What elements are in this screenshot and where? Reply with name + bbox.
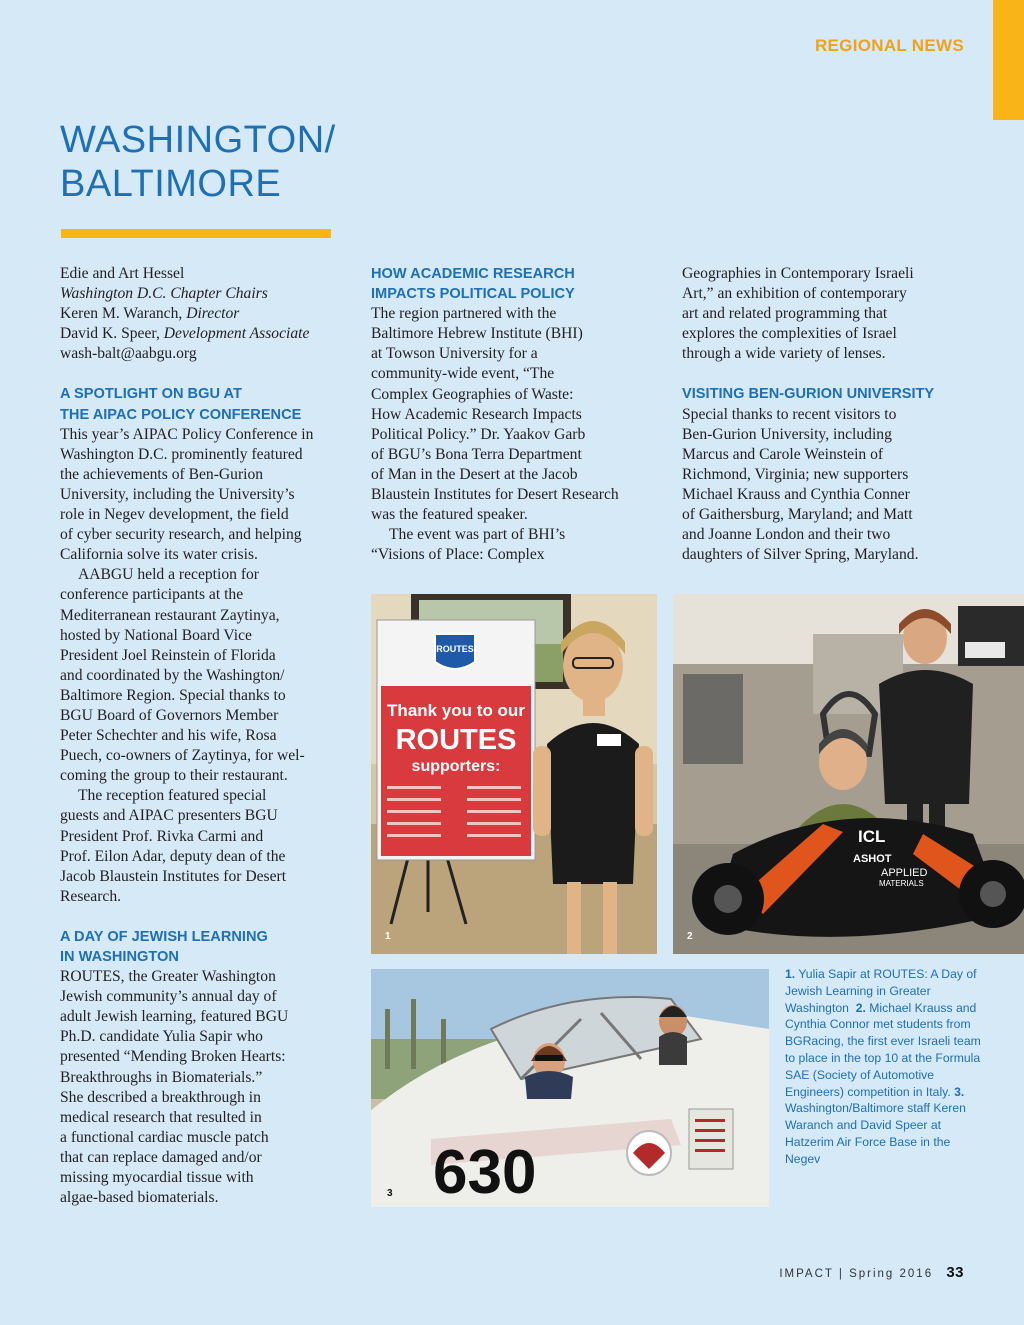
car-sponsor-materials: MATERIALS	[879, 879, 924, 888]
associate-line	[60, 324, 355, 344]
text-line: “Visions of Place: Complex	[371, 546, 545, 564]
text-line: The event was part of BHI’s	[389, 526, 566, 544]
director-role: Director	[186, 305, 240, 323]
text-line: AABGU held a reception for	[78, 566, 260, 584]
text-line: Jewish community’s annual day of	[60, 988, 277, 1006]
director-name: Keren M. Waranch,	[60, 305, 183, 323]
sign-logo-text: ROUTES	[436, 644, 474, 654]
text-line: Ben-Gurion University, including	[682, 425, 892, 443]
text-line: presented “Mending Broken Hearts:	[60, 1048, 286, 1066]
text-line: coming the group to their restaurant.	[60, 767, 288, 785]
caption-number: 2.	[855, 1000, 866, 1015]
heading-line: THE AIPAC POLICY CONFERENCE	[60, 406, 302, 423]
text-line: University, including the University’s	[60, 485, 295, 503]
photo-number: 2	[687, 931, 693, 942]
chapter-chairs-names: Edie and Art Hessel	[60, 265, 185, 282]
photo-caption	[785, 966, 985, 1168]
text-line: Jacob Blaustein Institutes for Desert	[60, 867, 287, 885]
contact-email[interactable]: wash-balt@aabgu.org	[60, 345, 197, 363]
publication-name: IMPACT | Spring 2016	[779, 1268, 934, 1280]
text-line: Peter Schechter and his wife, Rosa	[60, 727, 277, 745]
car-sponsor-icl: ICL	[858, 827, 886, 846]
text-line: at Towson University for a	[371, 345, 538, 363]
title-line: WASHINGTON/	[60, 119, 336, 161]
paragraph	[60, 565, 355, 786]
heading-line: A SPOTLIGHT ON BGU AT	[60, 386, 242, 403]
paragraph	[682, 405, 982, 566]
section-heading-routes	[60, 927, 355, 967]
text-line: of Gaithersburg, Maryland; and Matt	[682, 506, 913, 524]
text-line: art and related programming that	[682, 305, 888, 323]
photo-plane-illustration	[371, 969, 769, 1207]
text-line: medical research that resulted in	[60, 1108, 262, 1126]
caption-number: 1.	[785, 967, 796, 981]
text-line: How Academic Research Impacts	[371, 405, 582, 423]
accent-tab	[993, 0, 1024, 120]
text-line: Blaustein Institutes for Desert Research	[371, 486, 619, 504]
heading-line: HOW ACADEMIC RESEARCH	[371, 266, 575, 282]
associate-role: Development Associate	[163, 325, 310, 343]
photo-race-car	[673, 594, 1024, 954]
text-line: The reception featured special	[78, 787, 267, 805]
text-line: Geographies in Contemporary Israeli	[682, 265, 914, 282]
text-line: community-wide event, “The	[371, 365, 555, 383]
text-line: Complex Geographies of Waste:	[371, 385, 574, 403]
heading-line: IMPACTS POLITICAL POLICY	[371, 286, 575, 303]
column-2	[371, 264, 666, 565]
text-line: California solve its water crisis.	[60, 546, 258, 564]
text-line: the achievements of Ben-Gurion	[60, 465, 264, 483]
text-line: missing myocardial tissue with	[60, 1169, 254, 1187]
text-line: Marcus and Carole Weinstein of	[682, 445, 884, 463]
text-line: of cyber security research, and helping	[60, 526, 302, 544]
text-line: Research.	[60, 887, 122, 905]
photo-routes-illustration	[371, 594, 657, 954]
text-line: President Prof. Rivka Carmi and	[60, 827, 264, 845]
text-line: Political Policy.” Dr. Yaakov Garb	[371, 425, 586, 443]
text-line: Ph.D. candidate Yulia Sapir who	[60, 1028, 263, 1046]
text-line: The region partnered with the	[371, 305, 557, 323]
sign-line-1: Thank you to our	[387, 701, 525, 720]
photo-routes-sign	[371, 594, 657, 954]
text-line: Michael Krauss and Cynthia Conner	[682, 485, 910, 503]
car-sponsor-applied: APPLIED	[881, 867, 928, 879]
text-line: Baltimore Hebrew Institute (BHI)	[371, 325, 583, 343]
photo-race-car-illustration	[673, 594, 1024, 954]
caption-number: 3.	[954, 1084, 965, 1099]
text-line: Art,” an exhibition of contemporary	[682, 285, 907, 303]
chapter-chairs-title: Washington D.C. Chapter Chairs	[60, 285, 268, 303]
text-line: explores the complexities of Israel	[682, 325, 897, 343]
text-line: BGU Board of Governors Member	[60, 706, 279, 724]
section-heading-visiting	[682, 384, 982, 404]
text-line: Prof. Eilon Adar, deputy dean of the	[60, 847, 286, 865]
text-line: ROUTES, the Greater Washington	[60, 968, 276, 986]
text-line: Puech, co-owners of Zaytinya, for wel-	[60, 747, 305, 765]
section-label: REGIONAL NEWS	[814, 36, 964, 55]
page-title	[60, 118, 336, 206]
column-1	[60, 264, 355, 1208]
car-sponsor-ashot: ASHOT	[853, 853, 892, 865]
text-line: role in Negev development, the field	[60, 506, 289, 524]
text-line: Breakthroughs in Biomaterials.”	[60, 1068, 263, 1086]
paragraph	[371, 304, 666, 525]
text-line: conference participants at the	[60, 586, 244, 604]
text-line: of BGU’s Bona Terra Department	[371, 445, 582, 463]
text-line: through a wide variety of lenses.	[682, 345, 886, 363]
text-line: and coordinated by the Washington/	[60, 666, 285, 684]
sign-line-3: supporters:	[411, 758, 501, 775]
heading-line: IN WASHINGTON	[60, 949, 179, 965]
page-number: 33	[946, 1264, 964, 1281]
section-heading-aipac	[60, 384, 355, 424]
text-line: This year’s AIPAC Policy Conference in	[60, 425, 314, 443]
caption-text-2: Michael Krauss and Cynthia Connor met students from BGRacing, the first ever Israeli team to place in the top 10 at the Formula SAE (Society of Automotive Engineers) competition in Italy.	[785, 1000, 981, 1099]
sign-line-2: ROUTES	[395, 724, 517, 756]
caption-text-3: Washington/Baltimore staff Keren Waranch and David Speer at Hatzerim Air Force Base in the Negev	[785, 1101, 966, 1166]
text-line: daughters of Silver Spring, Maryland.	[682, 546, 919, 564]
associate-name: David K. Speer,	[60, 325, 160, 343]
text-line: Mediterranean restaurant Zaytinya,	[60, 606, 280, 624]
section-heading-policy	[371, 264, 666, 304]
text-line: and Joanne London and their two	[682, 526, 891, 544]
page-footer	[779, 1264, 964, 1281]
heading-line: A DAY OF JEWISH LEARNING	[60, 928, 268, 945]
text-line: a functional cardiac muscle patch	[60, 1128, 269, 1146]
text-line: of Man in the Desert at the Jacob	[371, 465, 578, 483]
text-line: President Joel Reinstein of Florida	[60, 646, 276, 664]
contact-block	[60, 264, 355, 364]
photo-number: 3	[387, 1188, 393, 1199]
column-3	[682, 264, 982, 565]
text-line: was the featured speaker.	[371, 506, 528, 524]
text-line: guests and AIPAC presenters BGU	[60, 807, 278, 825]
text-line: algae-based biomaterials.	[60, 1189, 219, 1207]
photo-plane	[371, 969, 769, 1207]
paragraph	[371, 525, 666, 565]
text-line: Special thanks to recent visitors to	[682, 405, 897, 423]
title-line: BALTIMORE	[60, 163, 282, 205]
paragraph	[682, 264, 982, 364]
text-line: Richmond, Virginia; new supporters	[682, 465, 909, 483]
text-line: hosted by National Board Vice	[60, 626, 252, 644]
director-line	[60, 304, 355, 324]
caption-text-1: Yulia Sapir at ROUTES: A Day of Jewish Learning in Greater Washington	[785, 967, 977, 1015]
paragraph	[60, 786, 355, 907]
text-line: adult Jewish learning, featured BGU	[60, 1008, 289, 1026]
text-line: Baltimore Region. Special thanks to	[60, 686, 286, 704]
paragraph	[60, 425, 355, 566]
text-line: Washington D.C. prominently featured	[60, 445, 303, 463]
text-line: She described a breakthrough in	[60, 1088, 261, 1106]
heading-line: VISITING BEN-GURION UNIVERSITY	[682, 386, 935, 403]
text-line: that can replace damaged and/or	[60, 1148, 262, 1166]
photo-number: 1	[385, 931, 391, 942]
paragraph	[60, 967, 355, 1208]
title-rule	[61, 229, 331, 238]
plane-number: 630	[433, 1138, 537, 1207]
